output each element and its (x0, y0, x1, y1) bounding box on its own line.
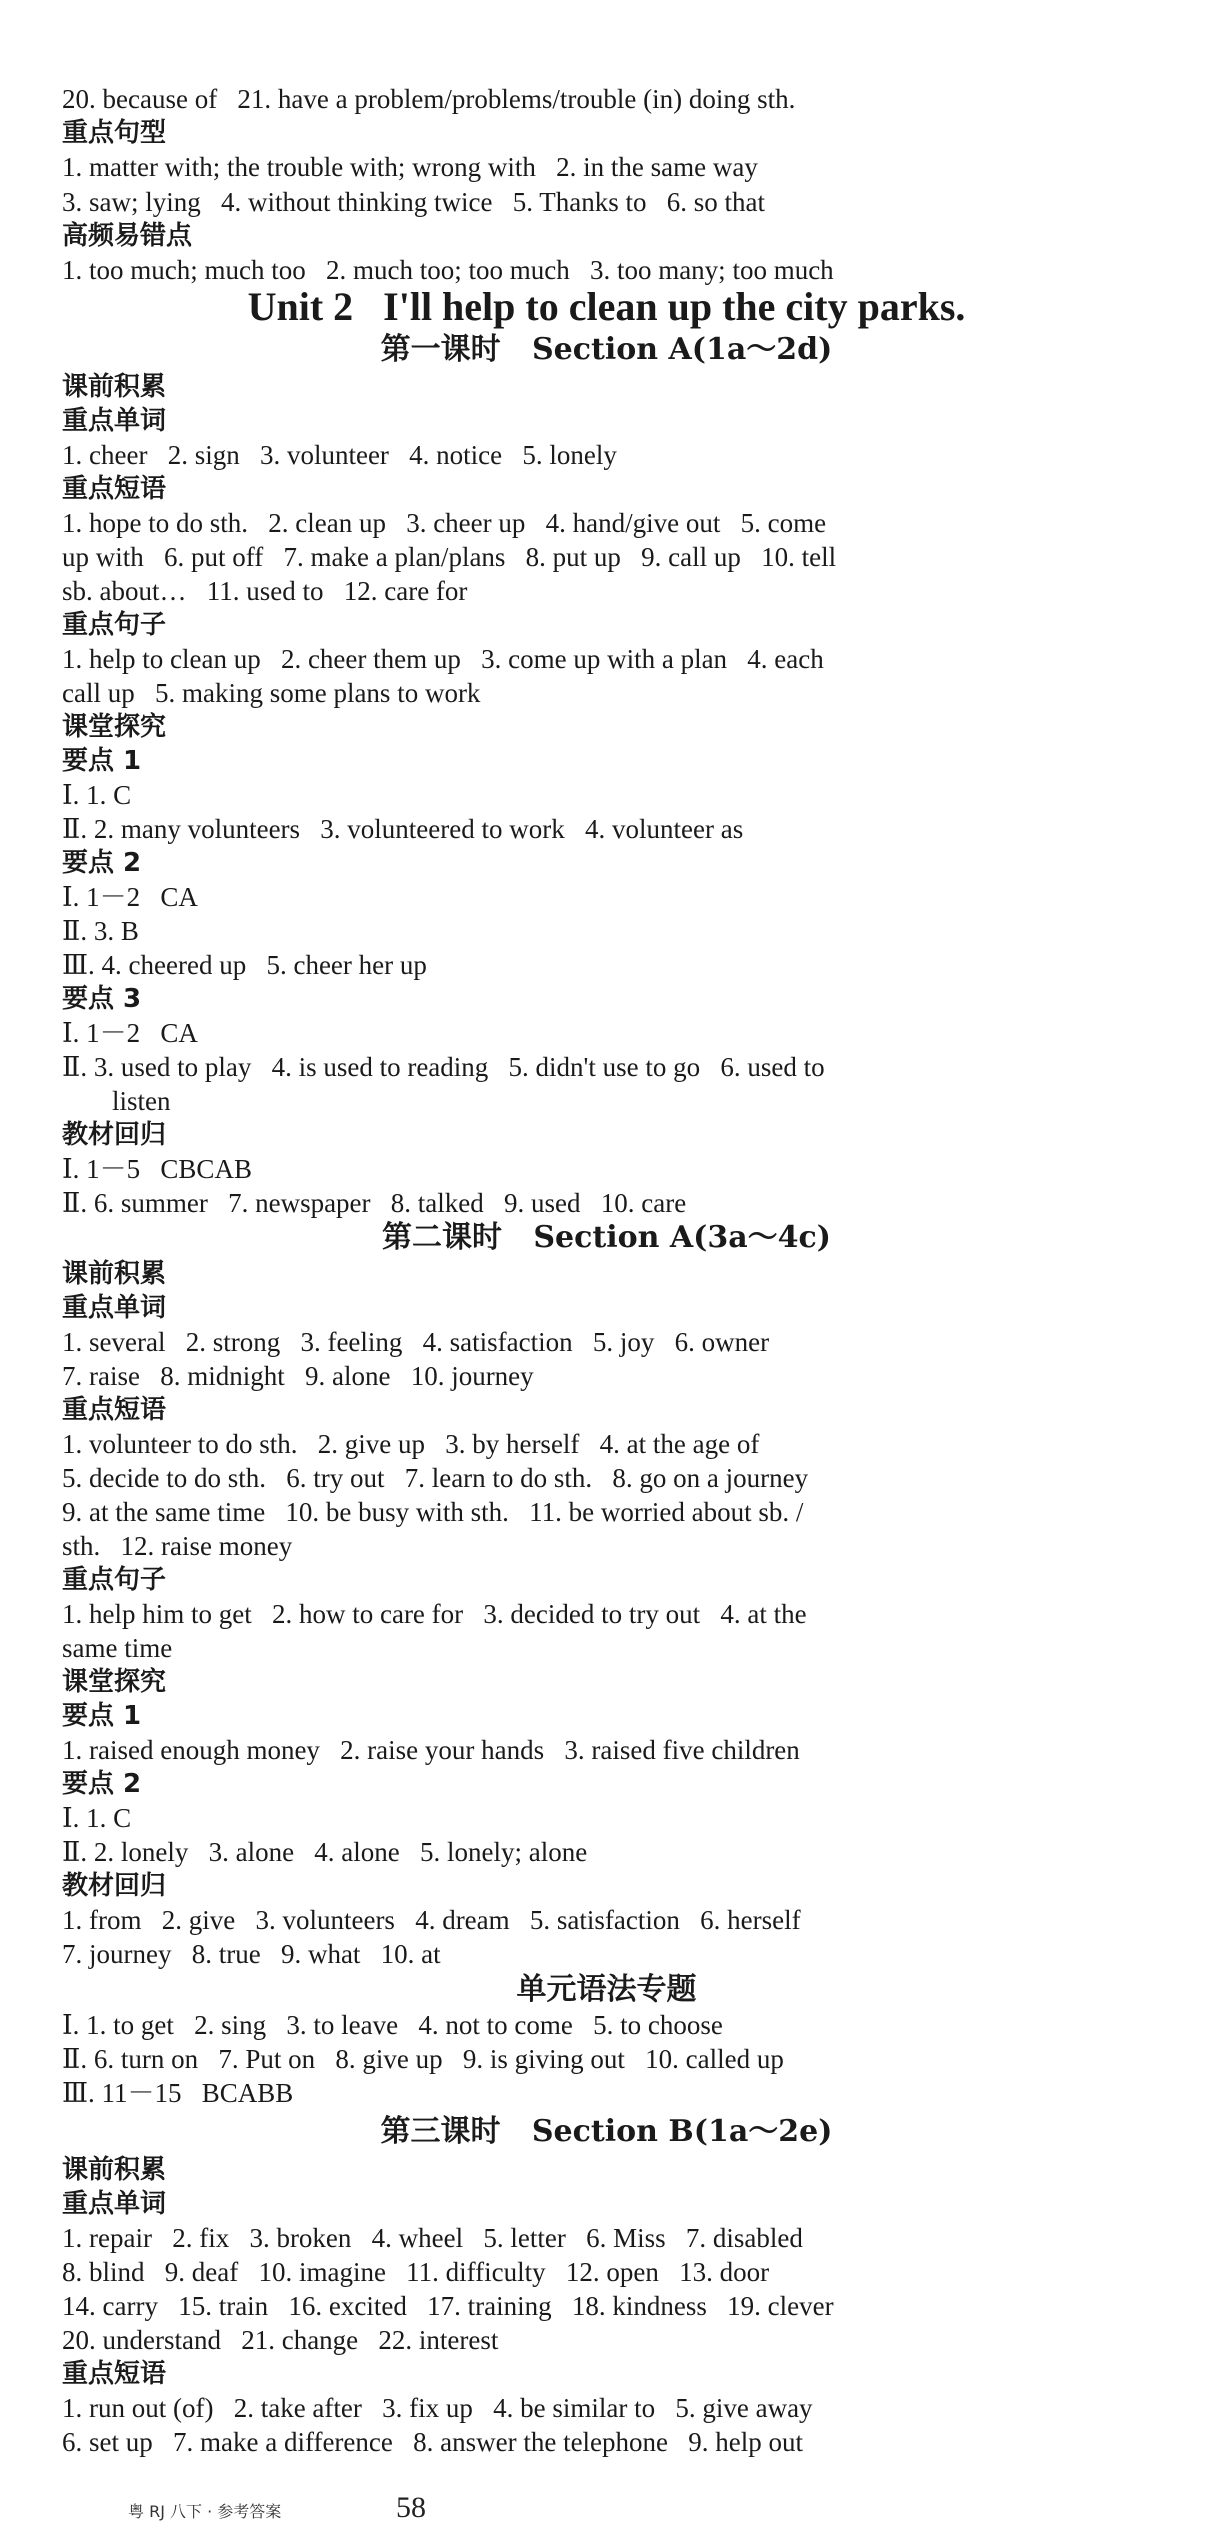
answer-line: 1. run out (of) 2. take after 3. fix up 4. be similar to 5. give away (62, 2393, 813, 2423)
answer-line: Ⅱ. 6. turn on 7. Put on 8. give up 9. is giving out 10. called up (62, 2044, 784, 2074)
answer-line: 20. because of 21. have a problem/problems/trouble (in) doing sth. (62, 84, 796, 114)
answer-line: Ⅰ. 1－2 CA (62, 882, 198, 912)
section-heading: 重点句型 (62, 118, 167, 148)
section-heading: 重点句子 (62, 1565, 167, 1595)
grammar-topic-title: 单元语法专题 (516, 1972, 697, 2007)
section-heading: 课前积累 (62, 372, 167, 402)
unit-title: Unit 2 I'll help to clean up the city parks. (247, 284, 966, 329)
answer-line: Ⅰ. 1－2 CA (62, 1018, 198, 1048)
answer-line: Ⅱ. 2. lonely 3. alone 4. alone 5. lonely; alone (62, 1837, 588, 1867)
section-heading: 课前积累 (62, 2155, 167, 2185)
key-point-heading: 要点 2 (62, 1769, 142, 1799)
answer-line: 5. decide to do sth. 6. try out 7. learn to do sth. 8. go on a journey (62, 1463, 809, 1493)
answer-line: 7. raise 8. midnight 9. alone 10. journey (62, 1361, 534, 1391)
section-heading: 课前积累 (62, 1259, 167, 1289)
answer-line: 7. journey 8. true 9. what 10. at (62, 1939, 441, 1969)
section-heading: 重点短语 (62, 474, 167, 504)
answer-line: Ⅰ. 1－5 CBCAB (62, 1154, 252, 1184)
section-heading: 教材回归 (62, 1120, 167, 1150)
section-heading: 重点单词 (62, 406, 167, 436)
answer-line: 9. at the same time 10. be busy with sth. 11. be worried about sb. / (62, 1497, 804, 1527)
section-heading: 重点单词 (62, 2189, 167, 2219)
page-number: 58 (396, 2491, 426, 2524)
section-heading: 重点单词 (62, 1293, 167, 1323)
answer-line: Ⅲ. 4. cheered up 5. cheer her up (62, 950, 427, 980)
answer-line: Ⅱ. 3. used to play 4. is used to reading 5. didn't use to go 6. used to (62, 1052, 825, 1082)
lesson-title: 第三课时 Section B(1a～2e) (380, 2114, 833, 2149)
key-point-heading: 要点 3 (62, 984, 142, 1014)
lesson-title: 第一课时 Section A(1a～2d) (380, 332, 833, 367)
answer-line: 1. from 2. give 3. volunteers 4. dream 5. satisfaction 6. herself (62, 1905, 801, 1935)
answer-line: 1. raised enough money 2. raise your hands 3. raised five children (62, 1735, 800, 1765)
section-heading: 重点句子 (62, 610, 167, 640)
answer-line: 20. understand 21. change 22. interest (62, 2325, 499, 2355)
answer-line: 1. several 2. strong 3. feeling 4. satisfaction 5. joy 6. owner (62, 1327, 770, 1357)
answer-line: Ⅱ. 2. many volunteers 3. volunteered to work 4. volunteer as (62, 814, 744, 844)
answer-line: Ⅱ. 3. B (62, 916, 139, 946)
section-heading: 高频易错点 (62, 221, 193, 251)
answer-line: call up 5. making some plans to work (62, 678, 481, 708)
answer-line: sth. 12. raise money (62, 1531, 293, 1561)
key-point-heading: 要点 1 (62, 1701, 142, 1731)
answer-line: 3. saw; lying 4. without thinking twice 5. Thanks to 6. so that (62, 187, 765, 217)
answer-line: 1. repair 2. fix 3. broken 4. wheel 5. letter 6. Miss 7. disabled (62, 2223, 803, 2253)
answer-line: up with 6. put off 7. make a plan/plans 8. put up 9. call up 10. tell (62, 542, 837, 572)
section-heading: 课堂探究 (62, 1667, 167, 1697)
answer-line: 1. cheer 2. sign 3. volunteer 4. notice 5. lonely (62, 440, 617, 470)
answer-line: 1. help him to get 2. how to care for 3. decided to try out 4. at the (62, 1599, 807, 1629)
answer-line: 1. matter with; the trouble with; wrong with 2. in the same way (62, 152, 758, 182)
answer-line: 1. hope to do sth. 2. clean up 3. cheer up 4. hand/give out 5. come (62, 508, 827, 538)
answer-line: 1. too much; much too 2. much too; too much 3. too many; too much (62, 255, 834, 285)
answer-line: 1. volunteer to do sth. 2. give up 3. by herself 4. at the age of (62, 1429, 760, 1459)
answer-line: Ⅲ. 11－15 BCABB (62, 2078, 294, 2108)
key-point-heading: 要点 2 (62, 848, 142, 878)
section-heading: 重点短语 (62, 1395, 167, 1425)
answer-line: Ⅰ. 1. C (62, 1803, 132, 1833)
answer-line: Ⅱ. 6. summer 7. newspaper 8. talked 9. used 10. care (62, 1188, 687, 1218)
footer-label: 粤 RJ 八下 · 参考答案 (128, 2502, 282, 2521)
answer-line: 1. help to clean up 2. cheer them up 3. come up with a plan 4. each (62, 644, 824, 674)
answer-line: 6. set up 7. make a difference 8. answer the telephone 9. help out (62, 2427, 804, 2457)
lesson-title: 第二课时 Section A(3a～4c) (382, 1220, 831, 1255)
answer-line: Ⅰ. 1. C (62, 780, 132, 810)
answer-line: sb. about… 11. used to 12. care for (62, 576, 468, 606)
answer-line: same time (62, 1633, 173, 1663)
answer-line: listen (112, 1086, 171, 1116)
section-heading: 教材回归 (62, 1871, 167, 1901)
answer-line: 8. blind 9. deaf 10. imagine 11. difficulty 12. open 13. door (62, 2257, 770, 2287)
section-heading: 课堂探究 (62, 712, 167, 742)
key-point-heading: 要点 1 (62, 746, 142, 776)
answer-line: Ⅰ. 1. to get 2. sing 3. to leave 4. not to come 5. to choose (62, 2010, 723, 2040)
answer-line: 14. carry 15. train 16. excited 17. training 18. kindness 19. clever (62, 2291, 834, 2321)
section-heading: 重点短语 (62, 2359, 167, 2389)
